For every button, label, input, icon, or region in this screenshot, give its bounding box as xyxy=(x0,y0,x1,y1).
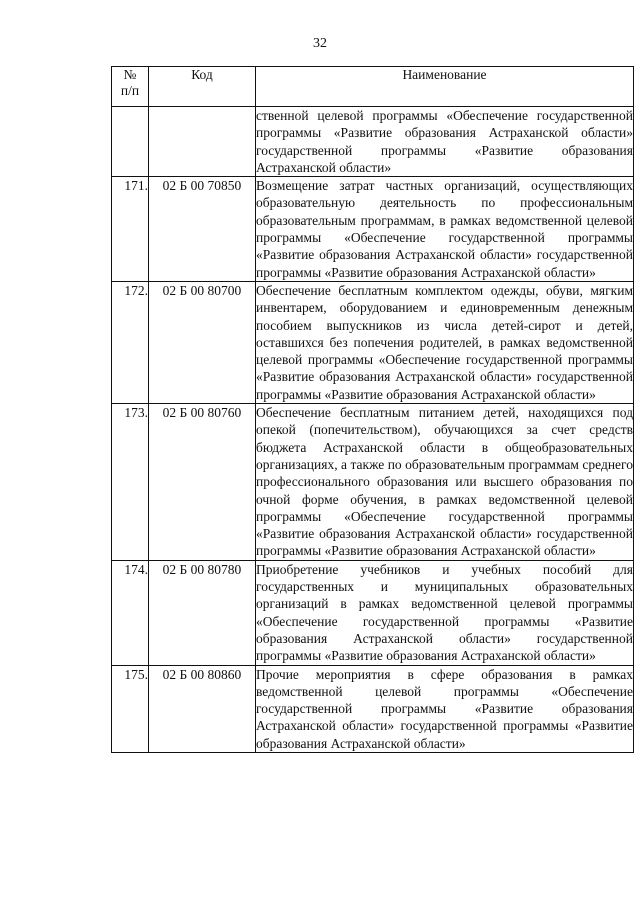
cell-name: Прочие мероприятия в сфере образования в рамках ведомственной целевой программы «Обеспечение государственной программы «Развитие образования Астраханской области» государственной программы «Развитие образования Астраханской области» xyxy=(256,666,633,751)
header-number-abbrev: п/п xyxy=(120,83,140,98)
table-row xyxy=(112,560,634,665)
table-row xyxy=(112,281,634,403)
cell-name: ственной целевой программы «Обеспечение государственной программы «Развитие образования Астраханской области» государственной программы «Развитие образования Астраханской области» xyxy=(256,108,633,175)
header-code: Код xyxy=(149,67,256,107)
cell-number: 172. xyxy=(112,281,149,403)
cell-code: 02 Б 00 80760 xyxy=(149,404,256,561)
cell-name: Приобретение учебников и учебных пособий для государственных и муниципальных образовательных организаций в рамках ведомственной целевой программы «Обеспечение государственной программы «Развитие образования Астраханской области» государственной программы «Развитие образования Астраханской области» xyxy=(256,561,633,664)
cell-number: 173. xyxy=(112,404,149,561)
cell-number: 174. xyxy=(112,560,149,665)
cell-number: 171. xyxy=(112,177,149,282)
header-number-sign: № xyxy=(123,67,137,82)
header-number xyxy=(112,67,149,107)
cell-code: 02 Б 00 80780 xyxy=(149,560,256,665)
cell-name: Обеспечение бесплатным питанием детей, находящихся под опекой (попечительством), обучающихся за счет средств бюджета Астраханской области в общеобразовательных организациях, а также по образовательным программам среднего профессионального образования или высшего образования по очной форме обучения, в рамках ведомственной целевой программы «Обеспечение государственной программы «Развитие образования Астраханской области» государственной программы «Развитие образования Астраханской области» xyxy=(256,405,633,559)
cell-number xyxy=(112,107,149,177)
budget-classification-table xyxy=(111,66,634,753)
table-row xyxy=(112,665,634,752)
table-row-continuation xyxy=(112,107,634,177)
cell-code: 02 Б 00 80860 xyxy=(149,665,256,752)
table-header-row xyxy=(112,67,634,107)
cell-name: Обеспечение бесплатным комплектом одежды, обуви, мягким инвентарем, оборудованием и единовременным денежным пособием выпускников из числа детей-сирот и детей, оставшихся без попечения родителей, в рамках ведомственной целевой программы «Обеспечение государственной программы «Развитие образования Астраханской области» государственной программы «Развитие образования Астраханской области» xyxy=(256,282,633,402)
table-row xyxy=(112,177,634,282)
cell-code: 02 Б 00 80700 xyxy=(149,281,256,403)
page-number: 32 xyxy=(313,36,327,51)
cell-number: 175. xyxy=(112,665,149,752)
header-name: Наименование xyxy=(256,67,634,107)
cell-code: 02 Б 00 70850 xyxy=(149,177,256,282)
table-row xyxy=(112,404,634,561)
cell-code xyxy=(149,107,256,177)
cell-name: Возмещение затрат частных организаций, осуществляющих образовательную деятельность по профессиональным образовательным программам, в рамках ведомственной целевой программы «Обеспечение государственной программы «Развитие образования Астраханской области» государственной программы «Развитие образования Астраханской области» xyxy=(256,178,633,280)
